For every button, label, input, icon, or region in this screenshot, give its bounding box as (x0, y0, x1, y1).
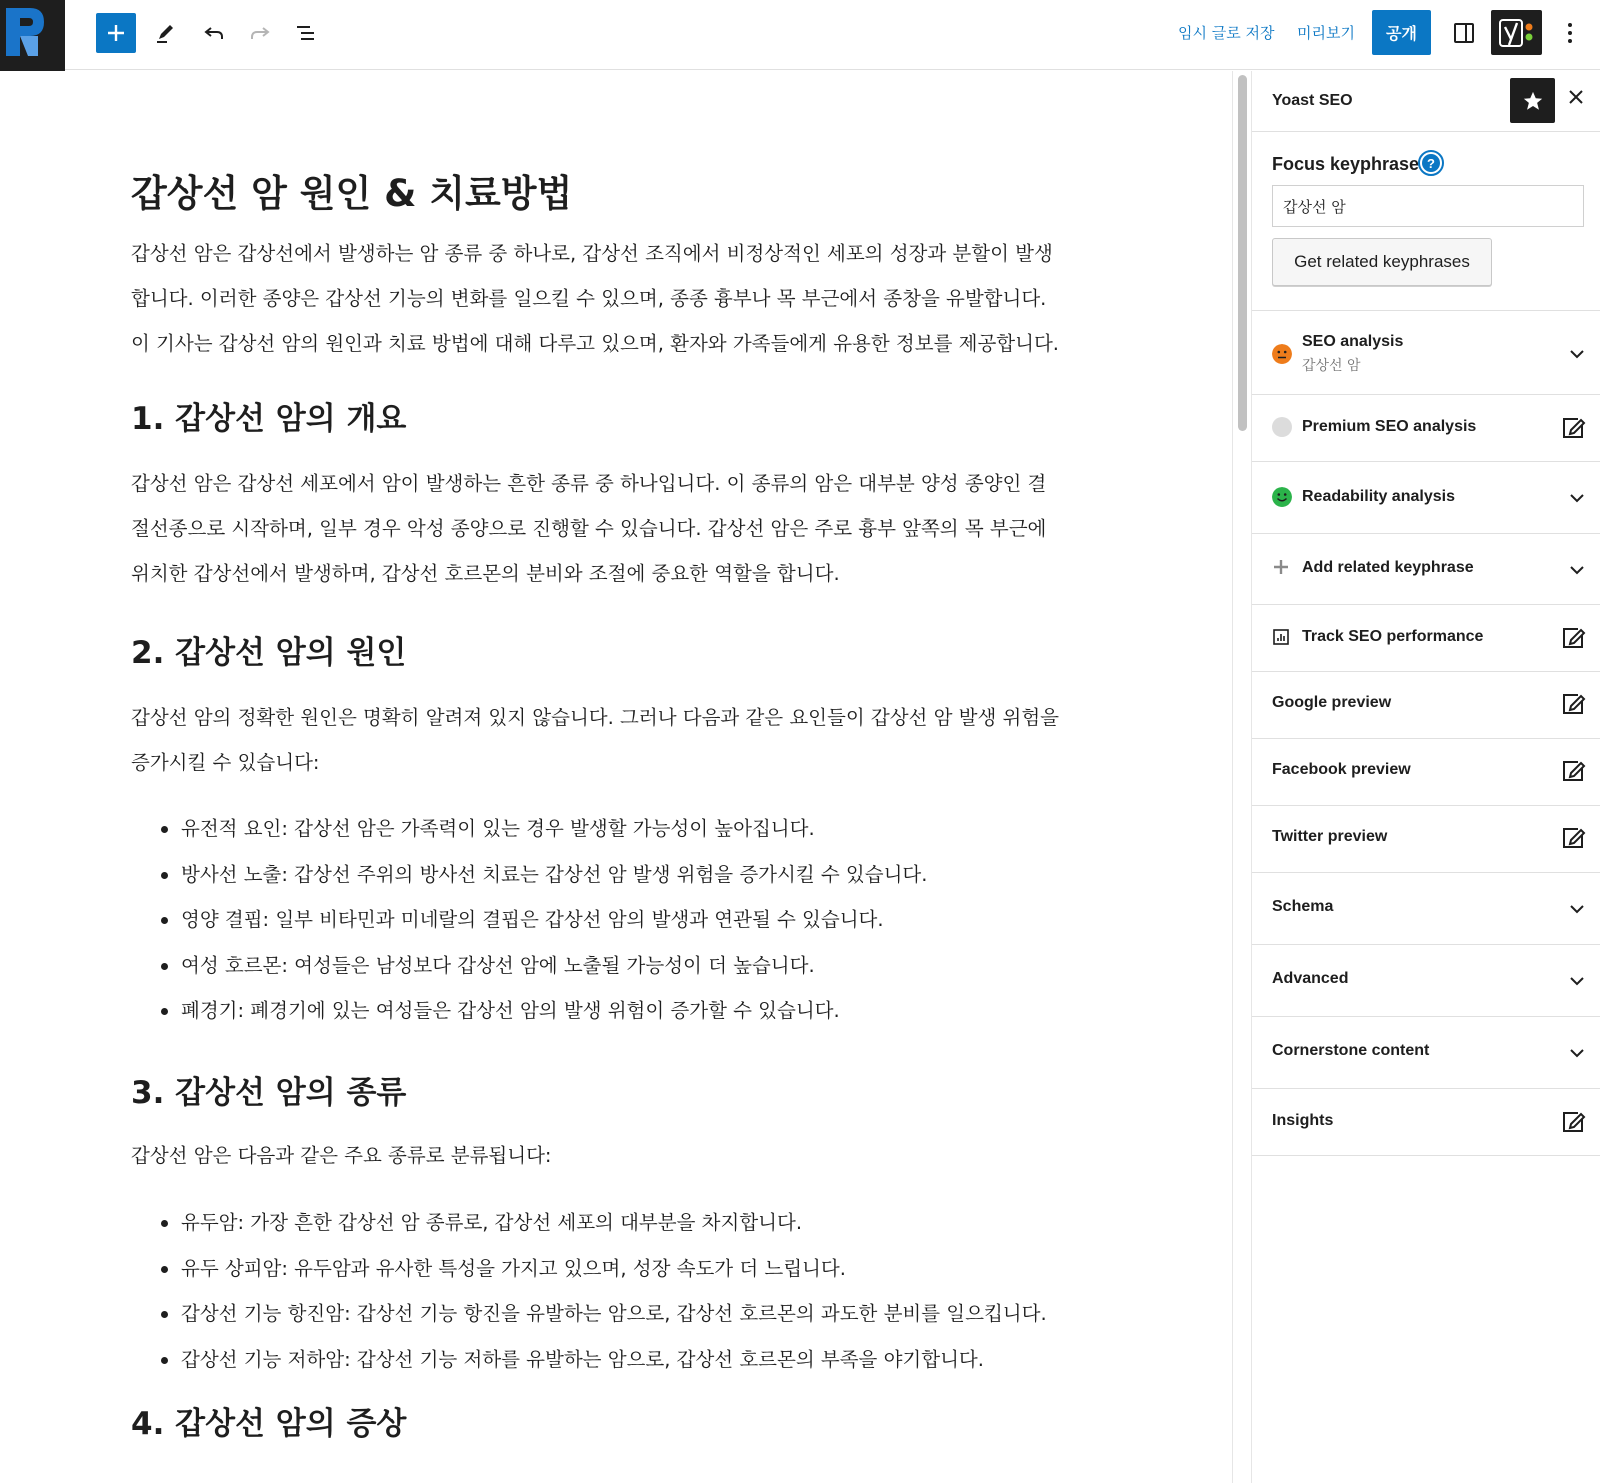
external-edit-icon (1560, 758, 1586, 784)
facebook-preview-label: Facebook preview (1272, 761, 1411, 778)
bullet-dot (161, 1008, 168, 1015)
help-icon[interactable] (1418, 150, 1444, 176)
chevron-down-icon (1568, 900, 1586, 918)
tools-button[interactable] (146, 13, 186, 53)
focus-keyphrase-input[interactable] (1272, 185, 1584, 227)
chevron-down-icon (1568, 489, 1586, 507)
sidebar-header (1252, 71, 1600, 132)
redo-button[interactable] (240, 13, 280, 53)
section-paragraph[interactable] (131, 695, 1096, 785)
editor-scrollbar[interactable] (1232, 71, 1252, 1483)
focus-keyphrase-label: Focus keyphrase (1272, 154, 1420, 174)
seo-score-face-icon (1272, 344, 1292, 364)
text-line: 이 기사는 갑상선 암의 원인과 치료 방법에 대해 다루고 있으며, 환자와 가족들에게 유용한 정보를 제공합니다. (131, 332, 1060, 355)
chevron-down-icon (1568, 1044, 1586, 1062)
text-line: 갑상선 암의 정확한 원인은 명확히 알려져 있지 않습니다. 그러나 다음과 같은 요인들이 갑상선 암 발생 위험을 (131, 706, 1060, 729)
undo-icon (202, 21, 226, 45)
list-item (131, 1291, 1047, 1337)
section-heading[interactable]: 2. 갑상선 암의 원인 (131, 635, 407, 671)
editor-canvas[interactable] (0, 71, 1232, 1483)
seo-analysis-label: SEO analysis (1302, 333, 1404, 350)
bullet-dot (161, 826, 168, 833)
text-line: 갑상선 암은 다음과 같은 주요 종류로 분류됩니다: (131, 1144, 552, 1167)
bullet-dot (161, 917, 168, 924)
list-item (131, 806, 927, 852)
twitter-preview-panel[interactable] (1252, 805, 1600, 872)
list-item (131, 897, 927, 943)
intro-paragraph[interactable] (131, 231, 1096, 366)
site-logo[interactable] (0, 0, 65, 71)
premium-seo-label: Premium SEO analysis (1302, 418, 1477, 435)
cornerstone-content-panel[interactable] (1252, 1016, 1600, 1088)
bullet-dot (161, 872, 168, 879)
help-symbol: ? (1422, 154, 1440, 172)
add-related-label: Add related keyphrase (1302, 559, 1474, 576)
chevron-down-icon (1568, 345, 1586, 363)
bullet-dot (161, 1220, 168, 1227)
yoast-icon (1497, 17, 1537, 49)
settings-sidebar-toggle[interactable] (1444, 13, 1484, 53)
insights-label: Insights (1272, 1112, 1334, 1129)
insights-panel[interactable] (1252, 1088, 1600, 1156)
list-item (131, 1200, 1047, 1246)
site-logo-mark (0, 0, 65, 71)
external-edit-icon (1560, 415, 1586, 441)
premium-status-dot-icon (1272, 417, 1292, 437)
track-seo-label: Track SEO performance (1302, 628, 1484, 645)
close-sidebar-button[interactable] (1566, 86, 1586, 114)
list-item-text: 갑상선 기능 항진암: 갑상선 기능 항진을 유발하는 암으로, 갑상선 호르몬의 과도한 분비를 일으킵니다. (181, 1302, 1047, 1325)
text-line: 위치한 갑상선에서 발생하며, 갑상선 호르몬의 분비와 조절에 중요한 역할을 합니다. (131, 562, 840, 585)
text-line: 합니다. 이러한 종양은 갑상선 기능의 변화를 일으킬 수 있으며, 종종 흉부나 목 부근에서 종창을 유발합니다. (131, 287, 1047, 310)
plus-icon (1272, 558, 1290, 576)
list-item-text: 유전적 요인: 갑상선 암은 가족력이 있는 경우 발생할 가능성이 높아집니다. (181, 817, 815, 840)
close-icon (1566, 87, 1586, 107)
schema-panel[interactable] (1252, 872, 1600, 944)
pencil-icon (154, 21, 178, 45)
list-item-text: 유두암: 가장 흔한 갑상선 암 종류로, 갑상선 세포의 대부분을 차지합니다. (181, 1211, 803, 1234)
section-paragraph[interactable] (131, 461, 1096, 596)
preview-link[interactable]: 미리보기 (1297, 24, 1355, 42)
more-options-button[interactable] (1550, 13, 1590, 53)
twitter-preview-label: Twitter preview (1272, 828, 1388, 845)
bullet-list[interactable] (131, 1200, 1047, 1382)
sidebar-title: Yoast SEO (1272, 92, 1353, 109)
bullet-dot (161, 1266, 168, 1273)
list-item-text: 방사선 노출: 갑상선 주위의 방사선 치료는 갑상선 암 발생 위험을 증가시킬 수 있습니다. (181, 862, 928, 886)
list-item-text: 폐경기: 폐경기에 있는 여성들은 갑상선 암의 발생 위험이 증가할 수 있습니다. (181, 999, 840, 1022)
external-edit-icon (1560, 1109, 1586, 1135)
yoast-sidebar (1252, 71, 1600, 1483)
list-item (131, 1337, 1047, 1383)
list-item-text: 갑상선 기능 저하암: 갑상선 기능 저하를 유발하는 암으로, 갑상선 호르몬의 부족을 야기합니다. (181, 1347, 984, 1371)
text-line: 갑상선 암은 갑상선에서 발생하는 암 종류 중 하나로, 갑상선 조직에서 비정상적인 세포의 성장과 분할이 발생 (131, 242, 1053, 265)
yoast-toggle-button[interactable] (1491, 10, 1542, 55)
list-item-text: 유두 상피암: 유두암과 유사한 특성을 가지고 있으며, 성장 속도가 더 느립니다. (181, 1256, 846, 1280)
list-item (131, 852, 927, 898)
add-block-button[interactable] (96, 13, 136, 53)
track-seo-performance-panel[interactable] (1252, 604, 1600, 671)
list-item-text: 여성 호르몬: 여성들은 남성보다 갑상선 암에 노출될 가능성이 더 높습니다. (181, 953, 815, 977)
external-edit-icon (1560, 625, 1586, 651)
text-line: 갑상선 암은 갑상선 세포에서 암이 발생하는 흔한 종류 중 하나입니다. 이 종류의 암은 대부분 양성 종양인 결 (131, 472, 1047, 495)
list-item (131, 943, 927, 989)
list-item (131, 988, 927, 1034)
add-related-keyphrase-panel[interactable] (1252, 533, 1600, 604)
chevron-down-icon (1568, 561, 1586, 579)
cornerstone-label: Cornerstone content (1272, 1042, 1430, 1059)
premium-seo-analysis-panel[interactable] (1252, 394, 1600, 461)
seo-analysis-keyphrase: 갑상선 암 (1302, 358, 1361, 374)
external-edit-icon (1560, 691, 1586, 717)
plus-icon (106, 23, 126, 43)
facebook-preview-panel[interactable] (1252, 738, 1600, 805)
advanced-label: Advanced (1272, 970, 1349, 987)
chevron-down-icon (1568, 972, 1586, 990)
list-item-text: 영양 결핍: 일부 비타민과 미네랄의 결핍은 갑상선 암의 발생과 연관될 수 있습니다. (181, 908, 884, 931)
bullet-dot (161, 963, 168, 970)
readability-analysis-panel[interactable] (1252, 461, 1600, 533)
bullet-dot (161, 1311, 168, 1318)
bullet-dot (161, 1357, 168, 1364)
scrollbar-thumb[interactable] (1238, 75, 1247, 431)
section-paragraph[interactable] (131, 1133, 1096, 1178)
section-heading[interactable]: 1. 갑상선 암의 개요 (131, 401, 407, 437)
readability-label: Readability analysis (1302, 488, 1455, 505)
pin-favorite-button[interactable] (1510, 78, 1555, 123)
text-line: 절선종으로 시작하며, 일부 경우 악성 종양으로 진행할 수 있습니다. 갑상선 암은 주로 흉부 앞쪽의 목 부근에 (131, 517, 1047, 540)
text-line: 증가시킬 수 있습니다: (131, 751, 320, 774)
advanced-panel[interactable] (1252, 944, 1600, 1016)
section-heading[interactable]: 3. 갑상선 암의 종류 (131, 1075, 407, 1111)
list-view-button[interactable] (286, 13, 326, 53)
readability-smile-icon (1272, 487, 1292, 507)
editor-toolbar (0, 0, 1600, 70)
undo-button[interactable] (194, 13, 234, 53)
seo-analysis-panel[interactable] (1252, 310, 1600, 394)
bullet-list[interactable] (131, 806, 927, 1034)
external-edit-icon (1560, 825, 1586, 851)
get-related-keyphrases-button[interactable]: Get related keyphrases (1272, 238, 1492, 286)
google-preview-label: Google preview (1272, 694, 1392, 711)
more-options-icon (1567, 22, 1573, 44)
schema-label: Schema (1272, 898, 1334, 915)
post-title[interactable]: 갑상선 암 원인 & 치료방법 (131, 172, 573, 215)
list-view-icon (294, 21, 318, 45)
sidebar-toggle-icon (1452, 21, 1476, 45)
section-heading[interactable]: 4. 갑상선 암의 증상 (131, 1406, 407, 1442)
chart-icon (1272, 628, 1290, 646)
publish-button[interactable]: 공개 (1372, 10, 1431, 55)
redo-icon (248, 21, 272, 45)
star-icon (1522, 90, 1544, 112)
list-item (131, 1246, 1047, 1292)
google-preview-panel[interactable] (1252, 671, 1600, 738)
save-draft-link[interactable]: 임시 글로 저장 (1178, 24, 1275, 42)
